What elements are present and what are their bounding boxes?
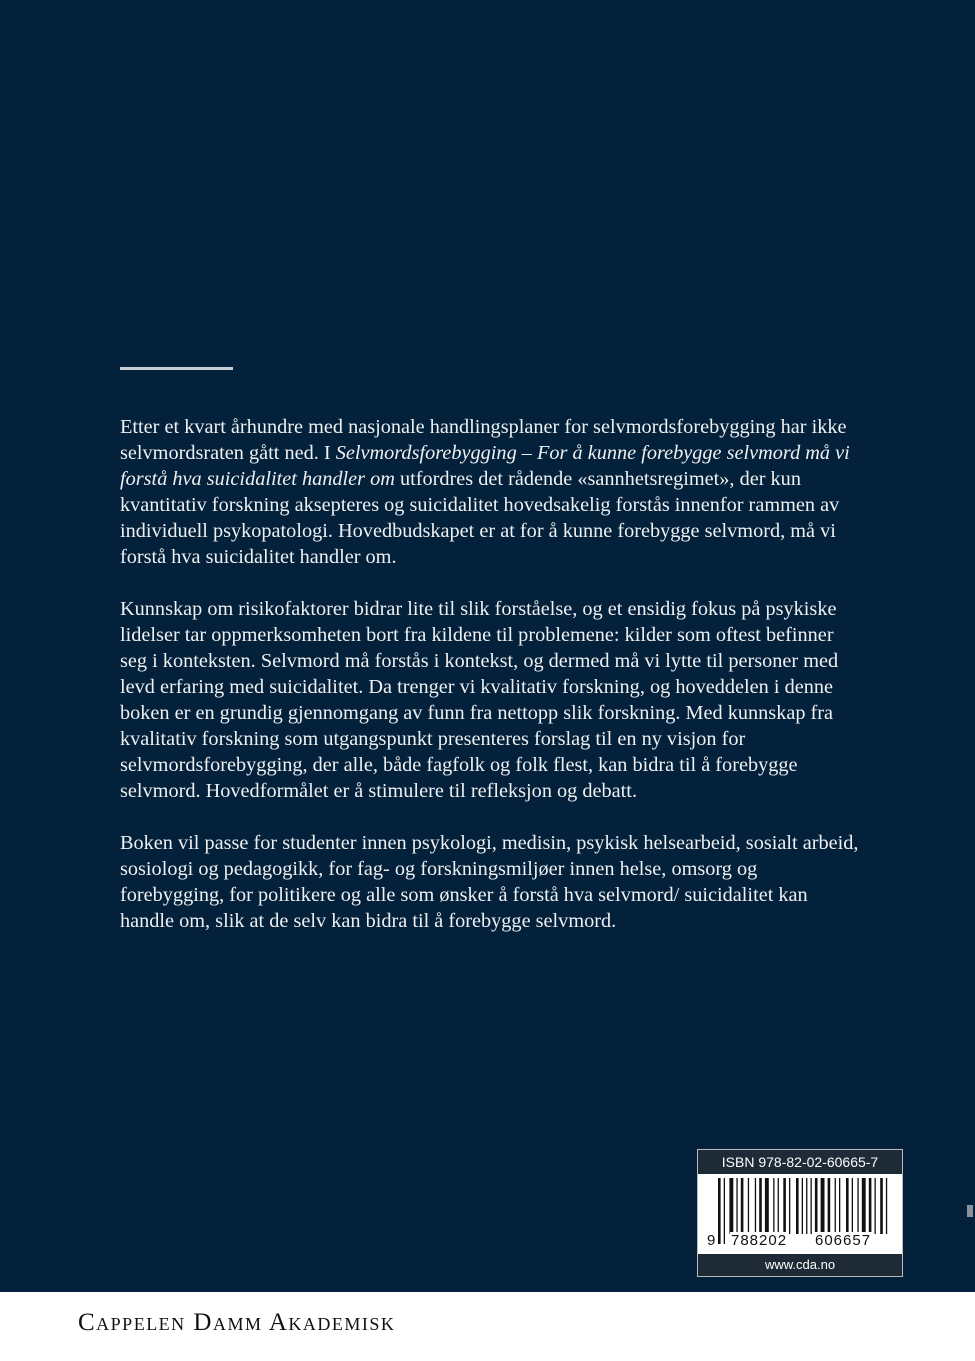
barcode-bar [755, 1178, 756, 1234]
barcode-bar [759, 1178, 762, 1234]
blurb-paragraph-1: Etter et kvart århundre med nasjonale handlingsplaner for selvmordsforebygging har ikke selvmordsraten gått ned. I Selvmordsforebygging – For å kunne forebygge selvmord må vi forstå hva suicidalitet handler om utfordres det rådende «sannhetsregimet», der kun kvantitativ forskning aksepteres og suicidalitet hovedsakelig forstås innenfor rammen av individuell psykopatologi. Hovedbudskapet er at for å kunne forebygge selvmord, må vi forstå hva suicidalitet handler om. [120, 416, 850, 568]
barcode-bar [796, 1178, 799, 1234]
barcode-digit-first: 9 [707, 1232, 717, 1249]
barcode-bar [852, 1178, 853, 1234]
barcode-digits-left: 788202 [731, 1232, 788, 1249]
isbn-label: ISBN 978-82-02-60665-7 [698, 1150, 902, 1174]
blurb-paragraph-2: Kunnskap om risikofaktorer bidrar lite til slik forståelse, og et ensidig fokus på psykiske lidelser tar oppmerksomheten bort fra kildene til problemene: kilder som oftest befinner seg i konteksten. Selvmord må forstås i kontekst, og dermed må vi lytte til personer med levd erfaring med suicidalitet. Da trenger vi kvalitativ forskning, og hoveddelen i denne boken er en grundig gjennomgang av funn fra nettopp slik forskning. Med kunnskap fra kvalitativ forskning som utgangspunkt presenteres forslag til en ny visjon for selvmordsforebygging, der alle, både fagfolk og folk flest, kan bidra til å forebygge selvmord. Hovedformålet er å stimulere til refleksjon og debatt. [120, 598, 839, 802]
barcode-digits-right: 606657 [815, 1232, 872, 1249]
barcode-bar [778, 1178, 779, 1234]
barcode-bar [880, 1178, 883, 1234]
decorative-rule [120, 367, 233, 370]
barcode-bar [802, 1178, 803, 1234]
publisher-logo: Cappelen Damm Akademisk [78, 1309, 396, 1336]
barcode-bar [835, 1178, 836, 1234]
publisher-url: www.cda.no [698, 1254, 902, 1276]
barcode-bar [857, 1178, 858, 1234]
barcode-bar [875, 1178, 876, 1234]
barcode-bar [806, 1178, 807, 1234]
barcode-bar [886, 1178, 887, 1234]
barcode-bar [789, 1178, 790, 1234]
blurb-paragraph-3: Boken vil passe for studenter innen psykologi, medisin, psykisk helsearbeid, sosialt arbeid, sosiologi og pedagogikk, for fag- og forskningsmiljøer innen helse, omsorg og forebygging, for politikere og alle som ønsker å forstå hva selvmord/ suicidalitet kan handle om, slik at de selv kan bidra til å forebygge selvmord. [120, 832, 859, 932]
barcode-bar [773, 1178, 774, 1234]
barcode-bar [748, 1178, 749, 1234]
edge-mark [967, 1205, 973, 1217]
barcode-bar [765, 1178, 769, 1234]
barcode-bar [783, 1178, 786, 1234]
barcode-bar [869, 1178, 872, 1234]
barcode-bar [839, 1178, 840, 1234]
barcode-bar [811, 1178, 812, 1234]
barcode-bar [736, 1178, 737, 1234]
barcode-bar [828, 1178, 831, 1234]
blurb-text [120, 414, 860, 960]
barcode-bar [846, 1178, 849, 1234]
barcode-digits [708, 1232, 898, 1252]
barcode-bar [862, 1178, 866, 1234]
isbn-barcode [697, 1149, 903, 1277]
barcode-bar [729, 1178, 733, 1234]
book-title-inline: Selvmordsforebygging – For å kunne forebygge selvmord må vi forstå hva suicidalitet handler om [120, 442, 850, 490]
barcode-bar [741, 1178, 744, 1234]
